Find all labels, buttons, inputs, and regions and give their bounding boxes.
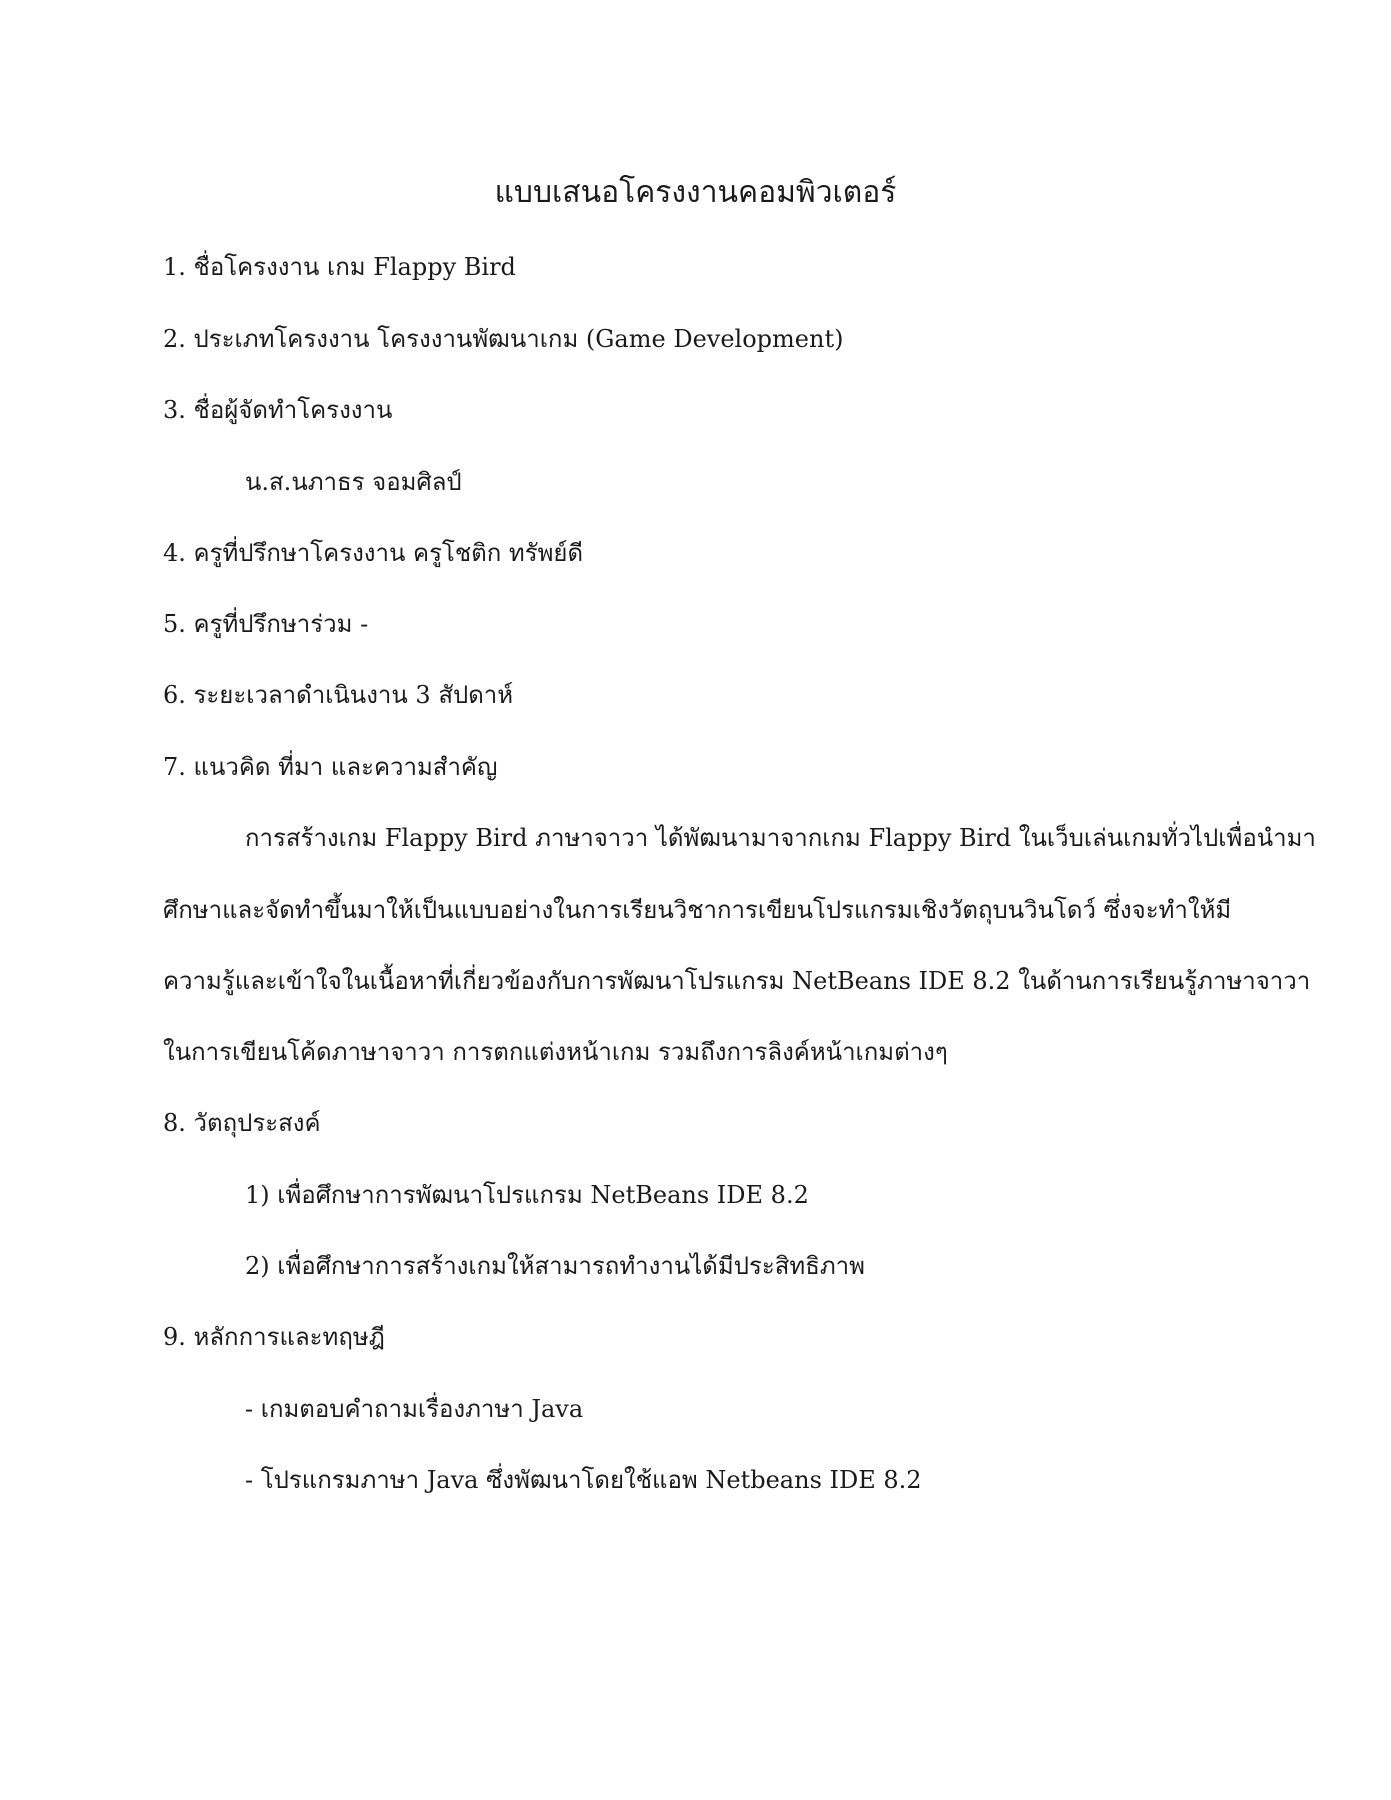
theory-item-2: - โปรแกรมภาษา Java ซึ่งพัฒนาโดยใช้แอพ Netbeans IDE 8.2 (245, 1466, 922, 1494)
theory-item-1: - เกมตอบคำถามเรื่องภาษา Java (245, 1395, 584, 1423)
advisor-line: 4. ครูที่ปรึกษาโครงงาน ครูโชติก ทรัพย์ดี (163, 539, 584, 567)
author-heading: 3. ชื่อผู้จัดทำโครงงาน (163, 396, 393, 424)
theory-heading: 9. หลักการและทฤษฎี (163, 1323, 385, 1351)
project-name-line: 1. ชื่อโครงงาน เกม Flappy Bird (163, 253, 516, 281)
co-advisor-line: 5. ครูที่ปรึกษาร่วม - (163, 610, 369, 638)
document-title: แบบเสนอโครงงานคอมพิวเตอร์ (494, 175, 897, 210)
project-type-line: 2. ประเภทโครงงาน โครงงานพัฒนาเกม (Game Development) (163, 325, 844, 353)
objective-item-1: 1) เพื่อศึกษาการพัฒนาโปรแกรม NetBeans IDE 8.2 (245, 1181, 809, 1209)
author-name: น.ส.นภาธร จอมศิลป์ (245, 468, 462, 496)
rationale-line-4: ในการเขียนโค้ดภาษาจาวา การตกแต่งหน้าเกม รวมถึงการลิงค์หน้าเกมต่างๆ (163, 1038, 948, 1066)
objectives-heading: 8. วัตถุประสงค์ (163, 1109, 321, 1137)
duration-line: 6. ระยะเวลาดำเนินงาน 3 สัปดาห์ (163, 681, 514, 709)
rationale-line-1: การสร้างเกม Flappy Bird ภาษาจาวา ได้พัฒนามาจากเกม Flappy Bird ในเว็บเล่นเกมทั่วไปเพื่อนำมา (245, 824, 1316, 852)
rationale-heading: 7. แนวคิด ที่มา และความสำคัญ (163, 753, 498, 781)
rationale-line-3: ความรู้และเข้าใจในเนื้อหาที่เกี่ยวข้องกับการพัฒนาโปรแกรม NetBeans IDE 8.2 ในด้านการเรียนรู้ภาษาจาวา (163, 967, 1311, 995)
objective-item-2: 2) เพื่อศึกษาการสร้างเกมให้สามารถทำงานได้มีประสิทธิภาพ (245, 1252, 865, 1280)
rationale-line-2: ศึกษาและจัดทำขึ้นมาให้เป็นแบบอย่างในการเรียนวิชาการเขียนโปรแกรมเชิงวัตถุบนวินโดว์ ซึ่งจะทำให้มี (163, 896, 1232, 924)
